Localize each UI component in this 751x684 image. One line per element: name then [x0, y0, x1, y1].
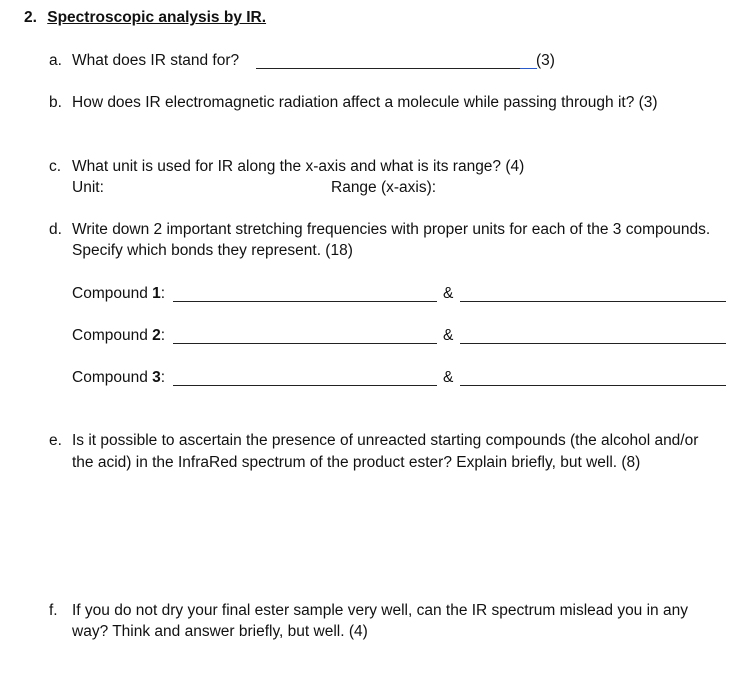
answer-line-a-end: [520, 68, 537, 69]
question-d-letter: d.: [49, 221, 62, 238]
ampersand: &: [443, 369, 454, 386]
frequency-line-2[interactable]: [460, 301, 726, 302]
frequency-line-2[interactable]: [460, 385, 726, 386]
question-f-letter: f.: [49, 602, 58, 619]
question-a-letter: a.: [49, 52, 62, 69]
question-c-text: What unit is used for IR along the x-axis and what is its range? (4): [72, 158, 525, 175]
question-b-text: How does IR electromagnetic radiation affect a molecule while passing through it? (3): [72, 94, 658, 111]
answer-line-a[interactable]: [256, 68, 520, 69]
section-title: Spectroscopic analysis by IR.: [47, 9, 267, 26]
compound-label: Compound 2:: [72, 327, 166, 344]
range-label: Range (x-axis):: [331, 179, 437, 196]
question-f-line2: way? Think and answer briefly, but well. (4): [72, 623, 368, 640]
unit-label: Unit:: [72, 179, 104, 196]
frequency-line-1[interactable]: [173, 385, 437, 386]
frequency-line-1[interactable]: [173, 343, 437, 344]
question-a-text: What does IR stand for?: [72, 52, 240, 69]
question-c-letter: c.: [49, 158, 62, 175]
question-f-line1: If you do not dry your final ester sample very well, can the IR spectrum mislead you in any: [72, 602, 688, 619]
frequency-line-1[interactable]: [173, 301, 437, 302]
question-d-line1: Write down 2 important stretching frequencies with proper units for each of the 3 compounds.: [72, 221, 711, 238]
question-a-points: (3): [536, 52, 555, 69]
question-e-line2: the acid) in the InfraRed spectrum of the product ester? Explain briefly, but well. (8): [72, 454, 641, 471]
ampersand: &: [443, 327, 454, 344]
section-heading: [24, 9, 266, 27]
compound-label: Compound 3:: [72, 369, 166, 386]
question-e-letter: e.: [49, 432, 62, 449]
question-d-line2: Specify which bonds they represent. (18): [72, 242, 353, 259]
frequency-line-2[interactable]: [460, 343, 726, 344]
ampersand: &: [443, 285, 454, 302]
question-b-letter: b.: [49, 94, 62, 111]
section-number: 2.: [24, 9, 37, 26]
compound-label: Compound 1:: [72, 285, 166, 302]
question-e-line1: Is it possible to ascertain the presence of unreacted starting compounds (the alcohol and/or: [72, 432, 699, 449]
